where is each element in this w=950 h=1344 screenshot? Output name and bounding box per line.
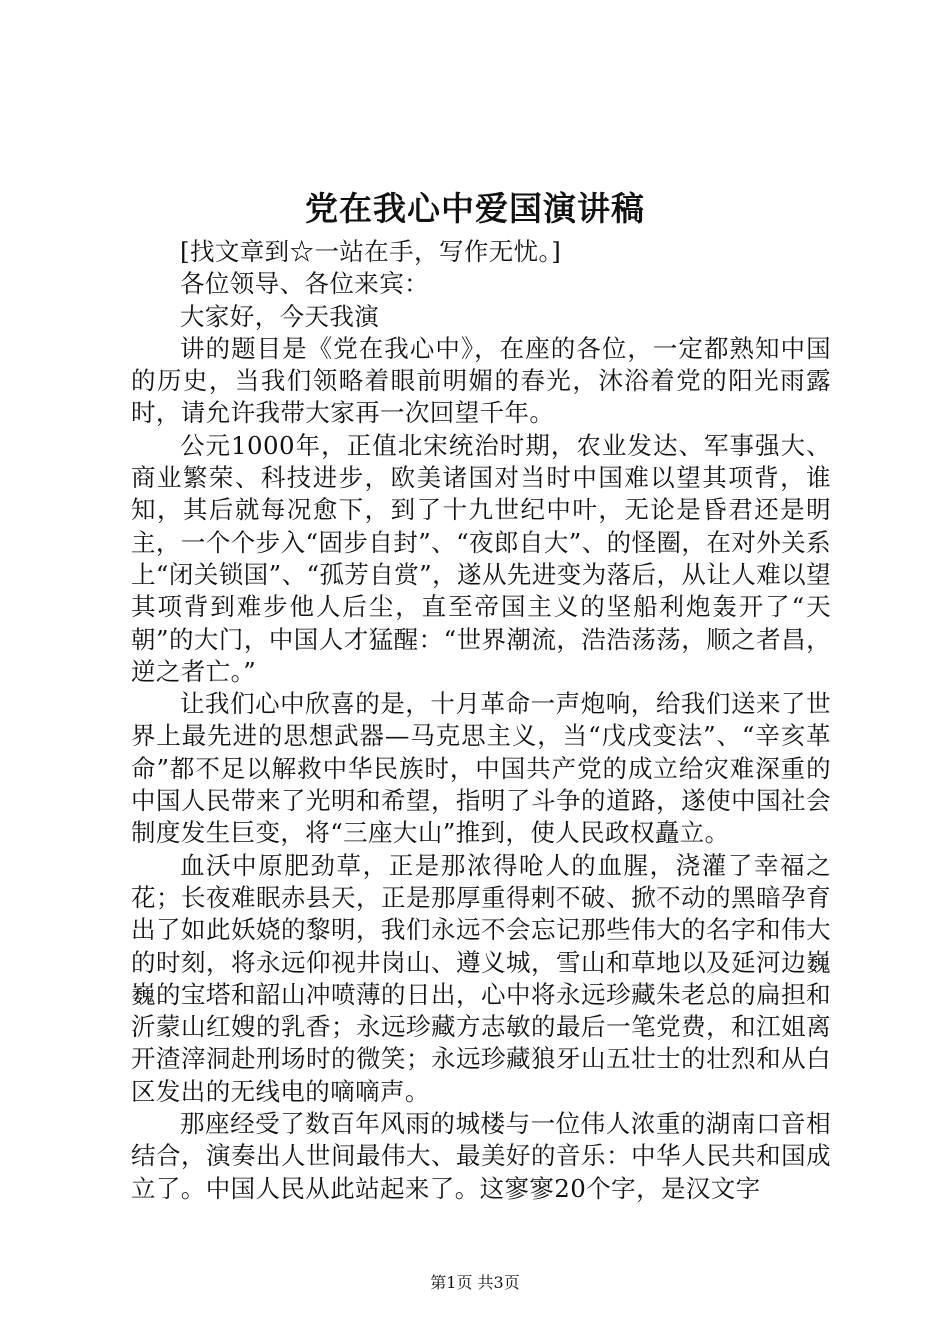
paragraph: 讲的题目是《党在我心中》，在座的各位，一定都熟知中国的历史，当我们领略着眼前明媚的春光，沐浴着党的阳光雨露时，请允许我带大家再一次回望千年。 [131,333,831,428]
paragraph: [找文章到☆一站在手，写作无忧。] [180,237,562,266]
page-number-footer: 第1页 共3页 [430,1273,520,1292]
paragraph: 那座经受了数百年风雨的城楼与一位伟人浓重的湖南口音相结合，演奏出人世间最伟大、最美好的音乐：中华人民共和国成立了。中国人民从此站起来了。这寥寥20个字，是汉文字 [131,1109,831,1203]
paragraph: 大家好，今天我演 [180,301,380,331]
document-body [131,236,831,1205]
page-title: 党在我心中爱国演讲稿 [305,189,645,228]
paragraph: 各位领导、各位来宾： [180,269,429,299]
paragraph: 公元1000年，正值北宋统治时期，农业发达、军事强大、商业繁荣、科技进步，欧美诸国对当时中国难以望其项背，谁知，其后就每况愈下，到了十九世纪中叶，无论是昏君还是明主，一个个步入“固步自封”、“夜郎自大”、的怪圈，在对外关系上“闭关锁国”、“孤芳自赏”，遂从先进变为落后，从让人难以望其项背到难步他人后尘，直至帝国主义的坚船利炮轰开了“天朝”的大门，中国人才猛醒：“世界潮流，浩浩荡荡，顺之者昌，逆之者亡。” [131,430,831,686]
paragraph: 血沃中原肥劲草，正是那浓得呛人的血腥，浇灌了幸福之花；长夜难眠赤县天，正是那厚重得剌不破、掀不动的黑暗孕育出了如此妖娆的黎明，我们永远不会忘记那些伟大的名字和伟大的时刻，将永远仰视井岗山、遵义城，雪山和草地以及延河边巍巍的宝塔和韶山冲喷薄的日出，心中将永远珍藏朱老总的扁担和沂蒙山红嫂的乳香；永远珍藏方志敏的最后一笔党费，和江姐离开渣滓洞赴刑场时的微笑；永远珍藏狼牙山五壮士的壮烈和从白区发出的无线电的嘀嘀声。 [131,850,831,1106]
paragraph: 让我们心中欣喜的是，十月革命一声炮响，给我们送来了世界上最先进的思想武器—马克思主义，当“戊戌变法”、“辛亥革命”都不足以解救中华民族时，中国共产党的成立给灾难深重的中国人民带来了光明和希望，指明了斗争的道路，遂使中国社会制度发生巨变，将“三座大山”推到，使人民政权矗立。 [131,689,831,848]
